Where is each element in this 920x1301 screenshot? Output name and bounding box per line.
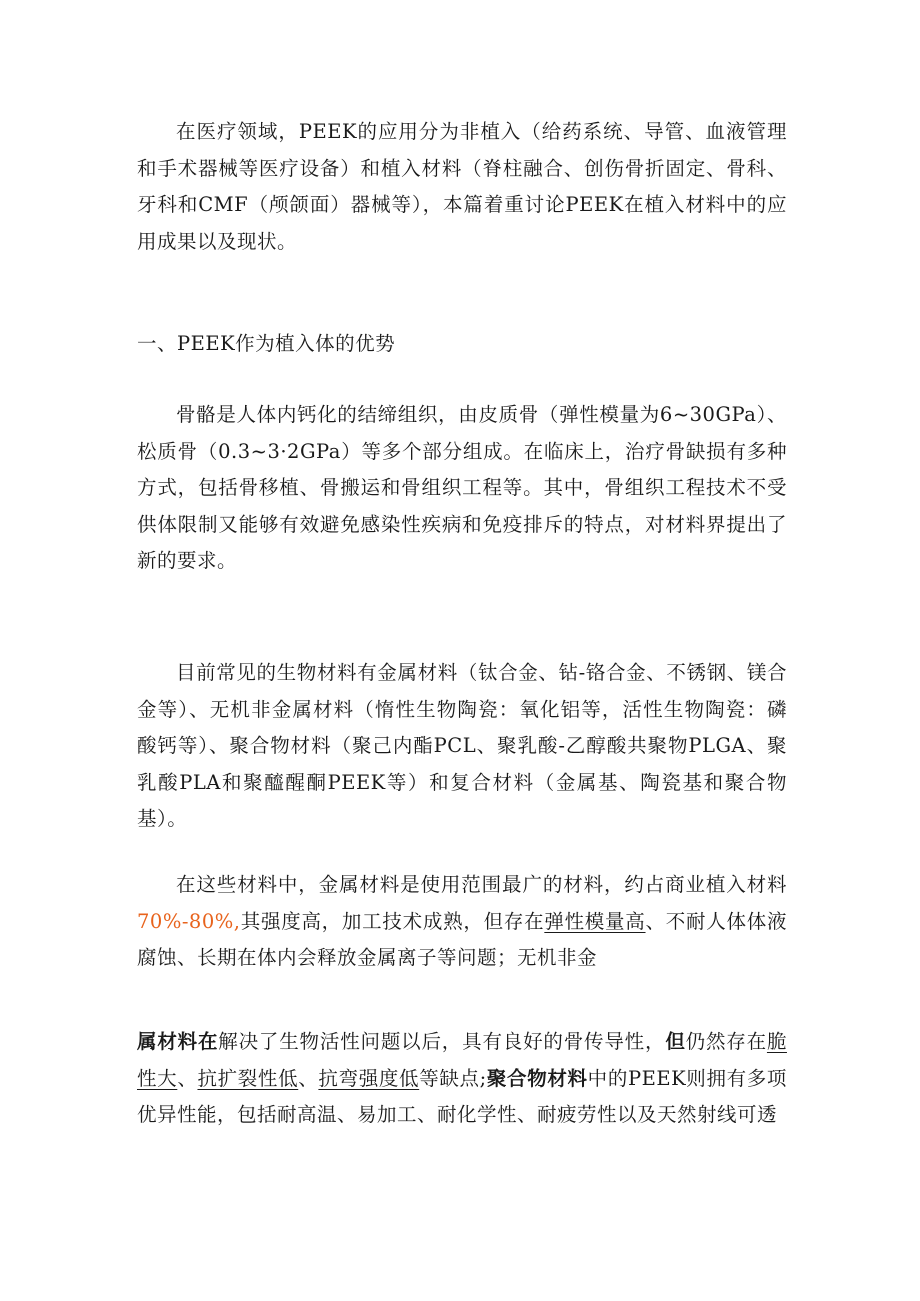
text-run: 在这些材料中，金属材料是使用范围最广的材料，约占商业植入材料	[176, 873, 787, 896]
underlined-term: 抗弯强度低	[318, 1066, 420, 1090]
bold-term: 但	[665, 1030, 686, 1053]
text-run: 解决了生物活性问题以后，具有良好的骨传导性，	[218, 1030, 666, 1053]
text-run: 、	[177, 1066, 198, 1090]
underlined-term: 弹性模量高	[544, 909, 646, 933]
underlined-term: 脆性大	[137, 1030, 787, 1090]
section-heading: 一、PEEK作为植入体的优势	[137, 332, 396, 355]
text-run: 其强度高，加工技术成熟，但存在	[240, 909, 545, 933]
text-run: 仍然存在	[685, 1030, 767, 1053]
text-run: 、	[298, 1066, 319, 1090]
highlight-percentage: 70%-80%,	[137, 909, 241, 933]
text-run: 中的PEEK则拥有多项优异性能，包括耐高温、易加工、耐化学性、耐疲劳性以及天然射线可透	[137, 1066, 787, 1126]
underlined-term: 抗扩裂性低	[197, 1066, 299, 1090]
bold-term: 聚合物材料	[486, 1066, 588, 1090]
paragraph-biomaterials: 目前常见的生物材料有金属材料（钛合金、钻-铬合金、不锈钢、镁合金等）、无机非金属材料（惰性生物陶瓷：氧化铝等，活性生物陶瓷：磷酸钙等）、聚合物材料（聚己内酯PCL、聚乳酸-乙醇酸共聚物PLGA、聚乳酸PLA和聚醯醒酮PEEK等）和复合材料（金属基、陶瓷基和聚合物基）。	[137, 661, 787, 830]
text-run: 等缺点;	[419, 1066, 487, 1090]
paragraph-continuation	[137, 1024, 787, 1134]
paragraph-metal-materials	[137, 867, 787, 977]
text-run: 、不耐人体体液腐蚀、长期在体内会释放金属离子等问题；无机非金	[137, 909, 787, 969]
paragraph-intro: 在医疗领域，PEEK的应用分为非植入（给药系统、导管、血液管理和手术器械等医疗设备）和植入材料（脊柱融合、创伤骨折固定、骨科、牙科和CMF（颅颌面）器械等），本篇着重讨论PEEK在植入材料中的应用成果以及现状。	[137, 120, 787, 253]
paragraph-bone: 骨骼是人体内钙化的结缔组织，由皮质骨（弹性模量为6~30GPa）、松质骨（0.3~3·2GPa）等多个部分组成。在临床上，治疗骨缺损有多种方式，包括骨移植、骨搬运和骨组织工程等。其中，骨组织工程技术不受供体限制又能够有效避免感染性疾病和免疫排斥的特点，对材料界提出了新的要求。	[137, 403, 787, 572]
bold-term: 属材料在	[137, 1030, 219, 1053]
